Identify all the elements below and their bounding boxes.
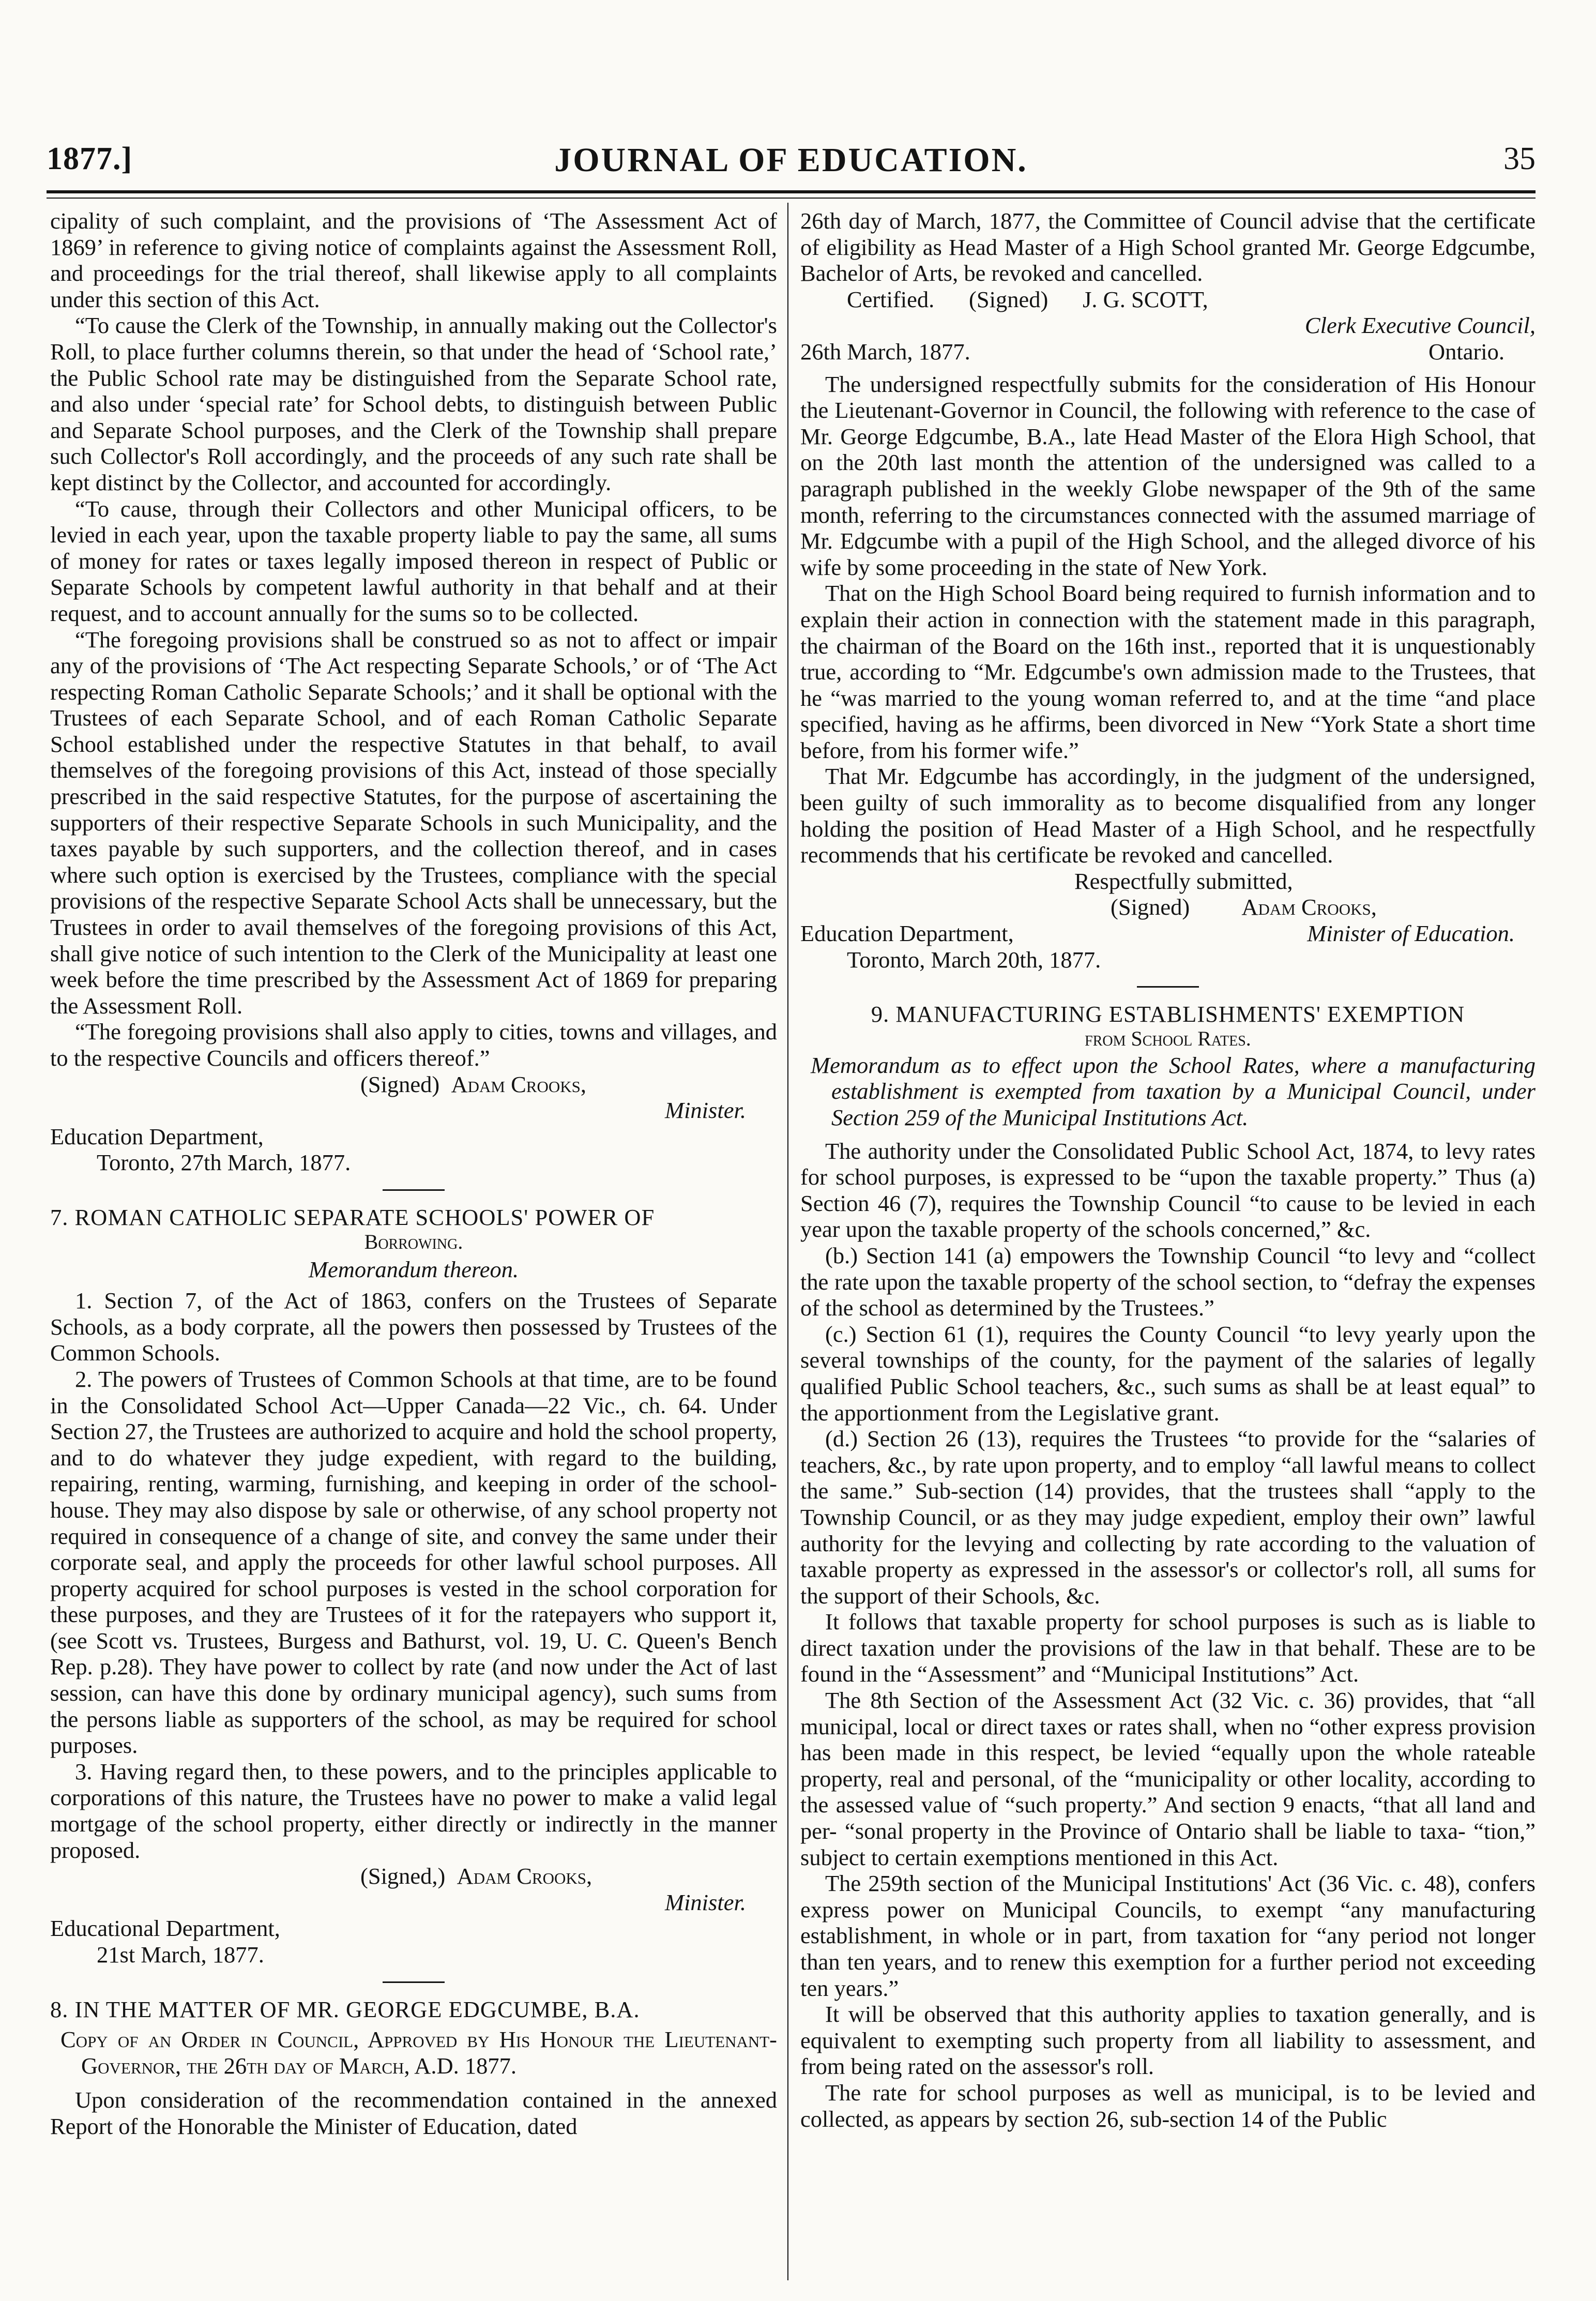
signed-label: (Signed) bbox=[1111, 894, 1190, 920]
signatory-name: Adam Crooks, bbox=[1241, 894, 1377, 920]
right-column bbox=[800, 208, 1536, 2276]
paragraph: “To cause, through their Collectors and other Municipal officers, to be levied in each year, upon the taxable property liable to pay the same, all sums of money for rates or taxes legally imposed thereon in respect of Public or Separate Schools by competent lawful authority in that behalf and at their request, and to account annually for the sums so to be collected. bbox=[50, 495, 777, 626]
paragraph: “The foregoing provisions shall also apply to cities, towns and villages, and to the respective Councils and officers thereof.” bbox=[50, 1019, 777, 1071]
paragraph: “The foregoing provisions shall be construed so as not to affect or impair any of the provisions of ‘The Act respecting Separate Schools,’ or of ‘The Act respecting Roman Catholic Separate Schools;’ and it shall be optional with the Trustees of each Separate School, and of each Roman Catholic Separate School established under the respective Statutes in that behalf, to avail themselves of the foregoing provisions of this Act, instead of those specially prescribed in the said respective Statutes, for the purpose of ascertaining the supporters of their respective Separate Schools in such Municipality, and the taxes payable by such supporters, and the collection thereof, and in cases where such option is exercised by the Trustees, compliance with the special provisions of the respective Separate School Acts shall be unnecessary, but the Trustees in order to avail themselves of the foregoing provisions of this Act, shall give notice of such intention to the Clerk of the Municipality at least one week before the time prescribed by the Assessment Act of 1869 for preparing the Assessment Roll. bbox=[50, 626, 777, 1019]
place-date: Toronto, March 20th, 1877. bbox=[847, 946, 1101, 973]
department: Education Department, bbox=[800, 920, 1014, 947]
paragraph: 2. The powers of Trustees of Common Schools at that time, are to be found in the Consolidated School Act—Upper Canada—22 Vic., ch. 64. Under Section 27, the Trustees are authorized to acquire and hold the school property, and to do whatever they judge expedient, with regard to the building, repairing, renting, warming, furnishing, and keeping in order of the school-house. They may also dispose by sale or otherwise, of any school property not required in consequence of a change of site, and convey the same under their corporate seal, and apply the proceeds for other lawful school purposes. All property acquired for school purposes is vested in the school corporation for these purposes, and they are Trustees of it for the ratepayers who support it, (see Scott vs. Trustees, Burgess and Bathurst, vol. 19, U. C. Queen's Bench Rep. p.28). They have power to collect by rate (and now under the Act of last session, can have this done by ordinary municipal agency), such sums from the persons liable as supporters of the school, as may be required for school purposes. bbox=[50, 1366, 777, 1759]
paragraph: The 8th Section of the Assessment Act (32 Vic. c. 36) provides, that “all municipal, local or direct taxes or rates shall, when no “other express provision has been made in this respect, be levied “equally upon the whole rateable property, real and personal, of the “municipality or other locality, according to the assessed value of “such property.” And section 9 enacts, “that all land and per- “sonal property in the Province of Ontario shall be liable to taxa- “tion,” subject to certain exemptions mentioned in this Act. bbox=[800, 1687, 1536, 1870]
column-divider bbox=[787, 203, 788, 2280]
signatory-title: Minister. bbox=[665, 1889, 746, 1915]
section-heading: 7. ROMAN CATHOLIC SEPARATE SCHOOLS' POWER OF bbox=[50, 1204, 655, 1230]
order-title: Copy of an Order in Council, Approved by His Honour the Lieutenant-Governor, the 26th day of March, A.D. 1877. bbox=[60, 2026, 777, 2079]
paragraph: 1. Section 7, of the Act of 1863, confers on the Trustees of Separate Schools, as a body corprate, all the powers then possessed by Trustees of the Common Schools. bbox=[50, 1288, 777, 1366]
signatory-name: Adam Crooks, bbox=[457, 1863, 592, 1889]
memorandum-title: Memorandum thereon. bbox=[308, 1256, 519, 1282]
signed-label: (Signed,) bbox=[360, 1863, 446, 1889]
paragraph: (b.) Section 141 (a) empowers the Township Council “to levy and “collect the rate upon the taxable property of the school section, to “defray the expenses of the school as determined by the Trustees.” bbox=[800, 1242, 1536, 1321]
running-head bbox=[47, 141, 1536, 187]
department-line bbox=[800, 920, 1536, 947]
memorandum-title: Memorandum as to effect upon the School Rates, where a manufacturing establishment is exempted from taxation by a Municipal Council, under Section 259 of the Municipal Institutions Act. bbox=[811, 1052, 1536, 1130]
signatory-title: Minister of Education. bbox=[1307, 920, 1515, 947]
section-divider bbox=[1137, 986, 1199, 988]
section-heading: 8. IN THE MATTER OF MR. GEORGE EDGCUMBE, B.A. bbox=[50, 1996, 640, 2022]
certification-line bbox=[800, 286, 1536, 313]
paragraph: It will be observed that this authority applies to taxation generally, and is equivalent to exempting such property from all liability to assessment, and from being rated on the assessor's roll. bbox=[800, 2001, 1536, 2080]
certification-date: 26th March, 1877. bbox=[800, 338, 970, 365]
paragraph: The 259th section of the Municipal Institutions' Act (36 Vic. c. 48), confers express power on Municipal Councils, to exempt “any manufacturing establishment, in whole or in part, from taxation for “any period not longer than ten years, and to renew this exemption for a further period not exceeding ten years.” bbox=[800, 1870, 1536, 2001]
paragraph: 3. Having regard then, to these powers, and to the principles applicable to corporations of this nature, the Trustees have no power to make a valid legal mortgage of the school property, either directly or indirectly in the manner proposed. bbox=[50, 1758, 777, 1863]
paragraph: 26th day of March, 1877, the Committee of Council advise that the certificate of eligibility as Head Master of a High School granted Mr. George Edgcumbe, Bachelor of Arts, be revoked and cancelled. bbox=[800, 208, 1536, 286]
signatory-title: Minister. bbox=[665, 1097, 746, 1124]
page-number: 35 bbox=[1503, 141, 1536, 176]
certified-label: Certified. bbox=[847, 286, 935, 312]
header-year: 1877.] bbox=[47, 141, 133, 176]
section-subheading: from School Rates. bbox=[1085, 1026, 1251, 1050]
clerk-name: J. G. SCOTT, bbox=[1083, 286, 1208, 312]
section-divider bbox=[383, 1981, 445, 1983]
signed-label: (Signed) bbox=[360, 1071, 440, 1097]
signature-line bbox=[800, 894, 1536, 920]
department: Education Department, bbox=[50, 1123, 264, 1149]
paragraph: That on the High School Board being required to furnish information and to explain their action in connection with the statement made in this paragraph, the chairman of the Board on the 16th inst., reported that it is unquestionably true, according to “Mr. Edgcumbe's own admission made to the Trustees, that he “was married to the young woman referred to, and at the time “and place specified, having as he affirms, been divorced in New “York State a short time before, from his former wife.” bbox=[800, 580, 1536, 763]
signature-line bbox=[50, 1863, 777, 1889]
clerk-title: Clerk Executive Council, bbox=[1304, 312, 1536, 339]
certification-place: Ontario. bbox=[1428, 338, 1504, 365]
paragraph: It follows that taxable property for school purposes is such as is liable to direct taxation under the provisions of the law in that behalf. These are to be found in the “Assessment” and “Municipal Institutions” Act. bbox=[800, 1609, 1536, 1687]
respectfully-submitted: Respectfully submitted, bbox=[1074, 868, 1293, 894]
date: 21st March, 1877. bbox=[97, 1942, 264, 1967]
paragraph: The rate for school purposes as well as municipal, is to be levied and collected, as appears by section 26, sub-section 14 of the Public bbox=[800, 2079, 1536, 2132]
section-heading: 9. MANUFACTURING ESTABLISHMENTS' EXEMPTION bbox=[871, 1001, 1465, 1027]
journal-title: JOURNAL OF EDUCATION. bbox=[554, 141, 1028, 179]
section-subheading: Borrowing. bbox=[364, 1230, 463, 1253]
place-date: Toronto, 27th March, 1877. bbox=[97, 1149, 351, 1176]
paragraph: cipality of such complaint, and the provisions of ‘The Assessment Act of 1869’ in reference to giving notice of complaints against the Assessment Roll, and proceedings for the trial thereof, shall likewise apply to all complaints under this section of this Act. bbox=[50, 208, 777, 312]
paragraph: The undersigned respectfully submits for the consideration of His Honour the Lieutenant-Governor in Council, the following with reference to the case of Mr. George Edgcumbe, B.A., late Head Master of the Elora High School, that on the 20th last month the attention of the undersigned was called to a paragraph published in the weekly Globe newspaper of the 9th of the same month, referring to the circumstances connected with the assumed marriage of Mr. Edgcumbe with a pupil of the High School, and the alleged divorce of his wife by some proceeding in the state of New York. bbox=[800, 371, 1536, 580]
header-rule bbox=[47, 190, 1536, 193]
paragraph: (c.) Section 61 (1), requires the County Council “to levy yearly upon the several townships of the county, for the payment of the salaries of legally qualified Public School teachers, &c., such sums as shall be at least equal” to the apportionment from the Legislative grant. bbox=[800, 1321, 1536, 1426]
signed-label: (Signed) bbox=[969, 286, 1048, 312]
paragraph: The authority under the Consolidated Public School Act, 1874, to levy rates for school purposes, is expressed to be “upon the taxable property.” Thus (a) Section 46 (7), requires the Township Council “to cause to be levied in each year upon the taxable property of the schools concerned,” &c. bbox=[800, 1138, 1536, 1243]
header-rule-thin bbox=[47, 198, 1536, 199]
certification-date-line bbox=[800, 339, 1536, 365]
paragraph: That Mr. Edgcumbe has accordingly, in the judgment of the undersigned, been guilty of such immorality as to become disqualified from any longer holding the position of Head Master of a High School, and he respectfully recommends that his certificate be revoked and cancelled. bbox=[800, 763, 1536, 868]
paragraph: “To cause the Clerk of the Township, in annually making out the Collector's Roll, to place further columns therein, so that under the head of ‘School rate,’ the Public School rate may be distinguished from the Separate School rate, and also under ‘special rate’ for School debts, to distinguish between Public and Separate School purposes, and the Clerk of the Township shall prepare such Collector's Roll accordingly, and the proceeds of any such rate shall be kept distinct by the Collector, and accounted for accordingly. bbox=[50, 312, 777, 495]
paragraph: (d.) Section 26 (13), requires the Trustees “to provide for the “salaries of teachers, &c., by rate upon property, and to employ “all lawful means to collect the same.” Sub-section (14) provides, that the trustees shall “apply to the Township Council, or as they may judge expedient, employ their own” lawful authority for the levying and collecting by rate according to the valuation of taxable property as expressed in the assessor's or collector's roll, all sums for the support of their Schools, &c. bbox=[800, 1426, 1536, 1609]
paragraph: Upon consideration of the recommendation contained in the annexed Report of the Honorable the Minister of Education, dated bbox=[50, 2087, 777, 2139]
left-column bbox=[50, 208, 777, 2276]
signature-line bbox=[50, 1071, 777, 1098]
department: Educational Department, bbox=[50, 1915, 280, 1942]
signatory-name: Adam Crooks, bbox=[451, 1071, 587, 1097]
section-divider bbox=[383, 1189, 445, 1191]
